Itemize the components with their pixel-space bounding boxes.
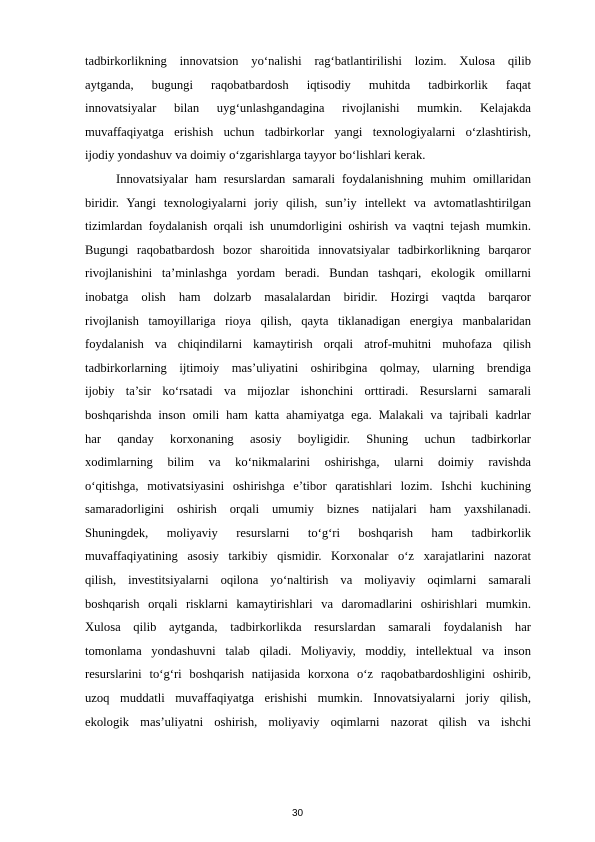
text-line: boshqarish orqali risklarni kamaytirishlari va daromadlarini oshirishlari mumkin. [85, 596, 531, 611]
text-line: ijobiy ta’sir ko‘rsatadi va mijozlar ishonchini orttiradi. Resurslarni samarali [85, 384, 531, 399]
text-line: ijodiy yondashuv va doimiy o‘zgarishlarga tayyor bo‘lishlari kerak. [85, 148, 426, 163]
text-line: rivojlanishini ta’minlashga yordam beradi. Bundan tashqari, ekologik omillarni [85, 266, 531, 281]
body-text [85, 50, 531, 734]
text-line: ekologik mas’uliyatni oshirish, moliyaviy oqimlarni nazorat qilish va ishchi [85, 714, 531, 729]
text-line: tizimlardan foydalanish orqali ish unumdorligini oshirish va vaqtni tejash mumkin. [85, 219, 531, 234]
text-line: tadbirkorlarning ijtimoiy mas’uliyatini oshiribgina qolmay, ularning brendiga [85, 360, 531, 375]
text-line: qilish, investitsiyalarni oqilona yo‘naltirish va moliyaviy oqimlarni samarali [85, 573, 531, 588]
text-line: Shuningdek, moliyaviy resurslarni to‘g‘ri boshqarish ham tadbirkorlik [85, 525, 531, 540]
text-line: resurslarini to‘g‘ri boshqarish natijasida korxona o‘z raqobatbardoshligini oshirib, [85, 667, 531, 682]
text-line: rivojlanish tamoyillariga rioya qilish, qayta tiklanadigan energiya manbalaridan [85, 313, 531, 328]
text-line: har qanday korxonaning asosiy boyligidir. Shuning uchun tadbirkorlar [85, 431, 531, 446]
text-line: o‘qitishga, motivatsiyasini oshirishga e’tibor qaratishlari lozim. Ishchi kuchining [85, 478, 531, 493]
text-line: uzoq muddatli muvaffaqiyatga erishishi mumkin. Innovatsiyalarni joriy qilish, [85, 691, 531, 706]
text-line: xodimlarning bilim va ko‘nikmalarini oshirishga, ularni doimiy ravishda [85, 455, 531, 470]
text-line: biridir. Yangi texnologiyalarni joriy qilish, sun’iy intellekt va avtomatlashtirilgan [85, 195, 531, 210]
text-line: muvaffaqiyatining asosiy tarkibiy qismidir. Korxonalar o‘z xarajatlarini nazorat [85, 549, 531, 564]
text-line: foydalanish va chiqindilarni kamaytirish orqali atrof-muhitni muhofaza qilish [85, 337, 531, 352]
text-line: samaradorligini oshirish orqali umumiy biznes natijalari ham yaxshilanadi. [85, 502, 531, 517]
text-line: Innovatsiyalar ham resurslardan samarali foydalanishning muhim omillaridan [116, 171, 531, 186]
text-line: tadbirkorlikning innovatsion yo‘nalishi rag‘batlantirilishi lozim. Xulosa qilib [85, 54, 531, 68]
text-line: Bugungi raqobatbardosh bozor sharoitida innovatsiyalar tadbirkorlikning barqaror [85, 242, 531, 257]
text-line: boshqarishda inson omili ham katta ahamiyatga ega. Malakali va tajribali kadrlar [85, 407, 531, 422]
text-line: aytganda, bugungi raqobatbardosh iqtisodiy muhitda tadbirkorlik faqat [85, 77, 531, 92]
text-line: muvaffaqiyatga erishish uchun tadbirkorlar yangi texnologiyalarni o‘zlashtirish, [85, 124, 531, 139]
text-line: tomonlama yondashuvni talab qiladi. Moliyaviy, moddiy, intellektual va inson [85, 643, 531, 658]
text-line: inobatga olish ham dolzarb masalalardan biridir. Hozirgi vaqtda barqaror [85, 289, 531, 304]
text-line: Xulosa qilib aytganda, tadbirkorlikda resurslardan samarali foydalanish har [85, 620, 531, 635]
page-number: 30 [291, 808, 304, 819]
text-line: innovatsiyalar bilan uyg‘unlashgandagina rivojlanishi mumkin. Kelajakda [85, 101, 531, 116]
